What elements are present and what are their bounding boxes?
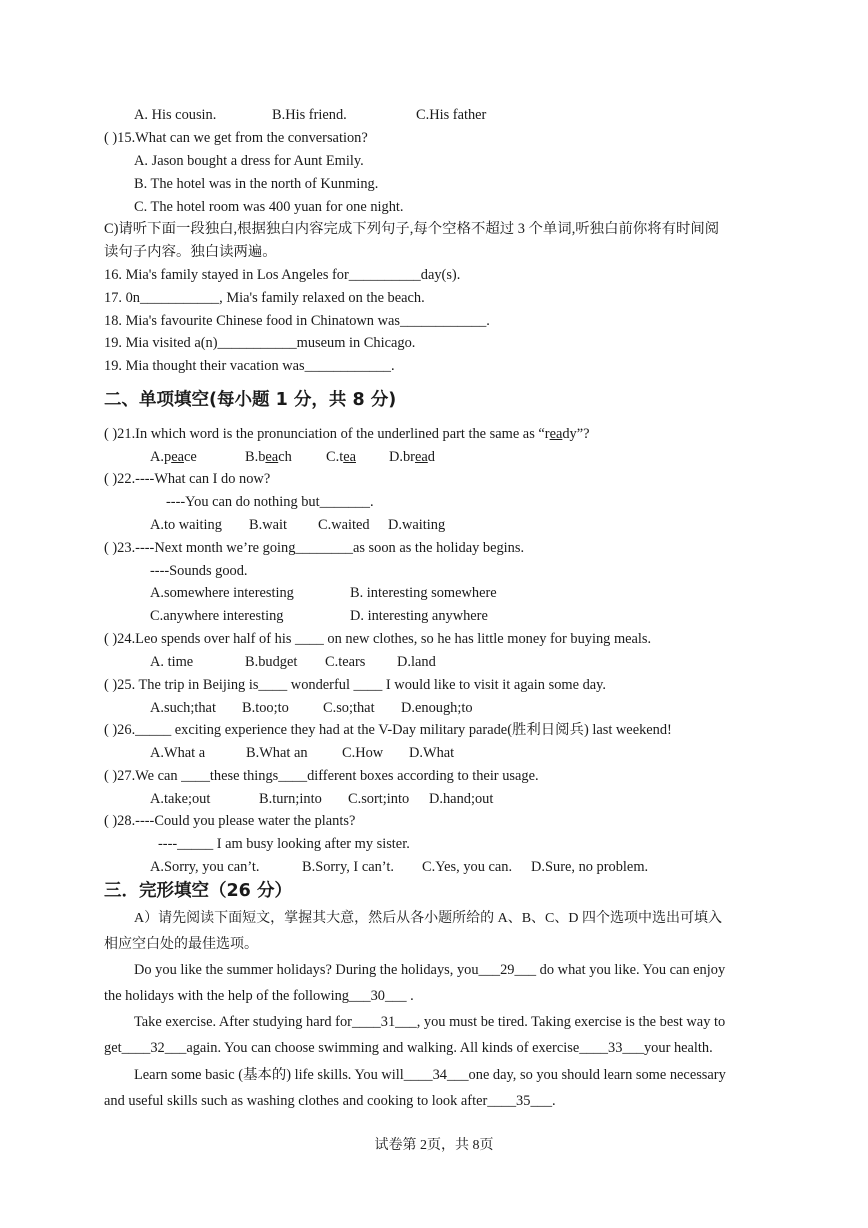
q24-option-a: A. time <box>150 654 194 670</box>
q21-option-c: C.tea <box>326 449 356 465</box>
q28-option-d: D.Sure, no problem. <box>531 859 649 875</box>
q26-option-d: D.What <box>409 745 455 761</box>
section3-instruction-line2: 相应空白处的最佳选项。 <box>104 937 258 952</box>
passage-p2-line2: get____32___again. You can choose swimming and walking. All kinds of exercise____33___your health. <box>104 1040 713 1056</box>
q22-stem: ( )22.----What can I do now? <box>104 471 271 487</box>
q24-option-c: C.tears <box>325 654 366 670</box>
q26-option-b: B.What an <box>246 745 308 761</box>
passage-p1-line1: Do you like the summer holidays? During the holidays, you___29___ do what you like. You can enjoy <box>134 962 726 978</box>
q22-option-d: D.waiting <box>388 517 446 533</box>
q21-stem <box>104 425 590 443</box>
q14-option-a: A. His cousin. <box>134 107 217 123</box>
q27-option-a: A.take;out <box>150 791 211 807</box>
section2-title: 二、单项填空(每小题 1 分，共 8 分) <box>104 390 397 410</box>
q14-option-c: C.His father <box>416 107 487 123</box>
partc-item-19: 19. Mia visited a(n)___________museum in Chicago. <box>104 335 416 351</box>
q28-option-b: B.Sorry, I can’t. <box>302 859 394 875</box>
q21-stem-end: dy”? <box>562 426 590 442</box>
q24-stem: ( )24.Leo spends over half of his ____ on new clothes, so he has little money for buying meals. <box>104 631 652 647</box>
partc-item-16: 16. Mia's family stayed in Los Angeles for__________day(s). <box>104 267 461 283</box>
q27-option-c: C.sort;into <box>348 791 410 807</box>
q22-line2: ----You can do nothing but_______. <box>166 494 374 510</box>
passage-p2-line1: Take exercise. After studying hard for____31___, you must be tired. Taking exercise is the best way to <box>134 1014 726 1030</box>
q22-option-a: A.to waiting <box>150 517 222 533</box>
q28-option-c: C.Yes, you can. <box>422 859 513 875</box>
q15-option-c: C. The hotel room was 400 yuan for one night. <box>134 199 404 215</box>
q14-option-b: B.His friend. <box>272 107 347 123</box>
q21-option-d: D.bread <box>389 449 435 465</box>
q23-stem: ( )23.----Next month we’re going________as soon as the holiday begins. <box>104 540 525 556</box>
q23-option-d: D. interesting anywhere <box>350 608 488 624</box>
q24-option-b: B.budget <box>245 654 298 670</box>
q25-option-b: B.too;to <box>242 700 289 716</box>
q23-option-c: C.anywhere interesting <box>150 608 284 624</box>
q21-stem-text: ( )21.In which word is the pronunciation of the underlined part the same as “r <box>104 426 550 442</box>
passage-p3-line2: and useful skills such as washing clothes and cooking to look after____35___. <box>104 1093 556 1109</box>
q23-line2: ----Sounds good. <box>150 563 248 579</box>
q21-underlined-part: ea <box>549 426 563 442</box>
section3-instruction-line1: A）请先阅读下面短文，掌握其大意，然后从各小题所给的 A、B、C、D 四个选项中选出可填入 <box>134 911 723 926</box>
partc-item-18: 18. Mia's favourite Chinese food in Chinatown was____________. <box>104 313 490 329</box>
q27-stem: ( )27.We can ____these things____different boxes according to their usage. <box>104 768 539 784</box>
q22-option-b: B.wait <box>249 517 287 533</box>
page-footer: 试卷第 2页，共 8页 <box>374 1138 494 1153</box>
q25-option-d: D.enough;to <box>401 700 473 716</box>
q23-option-a: A.somewhere interesting <box>150 585 294 601</box>
partc-item-17: 17. 0n___________, Mia's family relaxed on the beach. <box>104 290 425 306</box>
q25-stem: ( )25. The trip in Beijing is____ wonderful ____ I would like to visit it again some day. <box>104 677 607 693</box>
q27-option-b: B.turn;into <box>259 791 322 807</box>
section3-title: 三．完形填空（26 分） <box>104 881 292 901</box>
q28-stem: ( )28.----Could you please water the plants? <box>104 813 356 829</box>
q15-option-b: B. The hotel was in the north of Kunming. <box>134 176 379 192</box>
q26-option-c: C.How <box>342 745 384 761</box>
q22-option-c: C.waited <box>318 517 370 533</box>
q27-option-d: D.hand;out <box>429 791 494 807</box>
q28-option-a: A.Sorry, you can’t. <box>150 859 260 875</box>
q28-line2: ----_____ I am busy looking after my sister. <box>158 836 410 852</box>
q21-option-b: B.beach <box>245 449 292 465</box>
q21-option-a: A.peace <box>150 449 197 465</box>
partc-item-20: 19. Mia thought their vacation was____________. <box>104 358 395 374</box>
q15-option-a: A. Jason bought a dress for Aunt Emily. <box>134 153 364 169</box>
q23-option-b: B. interesting somewhere <box>350 585 497 601</box>
q25-option-c: C.so;that <box>323 700 375 716</box>
q26-option-a: A.What a <box>150 745 206 761</box>
partc-instruction-line1: C)请听下面一段独白,根据独白内容完成下列句子,每个空格不超过 3 个单词,听独白前你将有时间阅 <box>104 221 720 237</box>
passage-p3-line1: Learn some basic (基本的) life skills. You will____34___one day, so you should learn some necessary <box>134 1067 726 1083</box>
q25-option-a: A.such;that <box>150 700 216 716</box>
partc-instruction-line2: 读句子内容。独白读两遍。 <box>104 244 277 260</box>
q24-option-d: D.land <box>397 654 436 670</box>
passage-p1-line2: the holidays with the help of the following___30___ . <box>104 988 414 1004</box>
q15-stem: ( )15.What can we get from the conversation? <box>104 130 368 146</box>
q26-stem: ( )26._____ exciting experience they had at the V-Day military parade(胜利日阅兵) last weekend! <box>104 722 672 738</box>
